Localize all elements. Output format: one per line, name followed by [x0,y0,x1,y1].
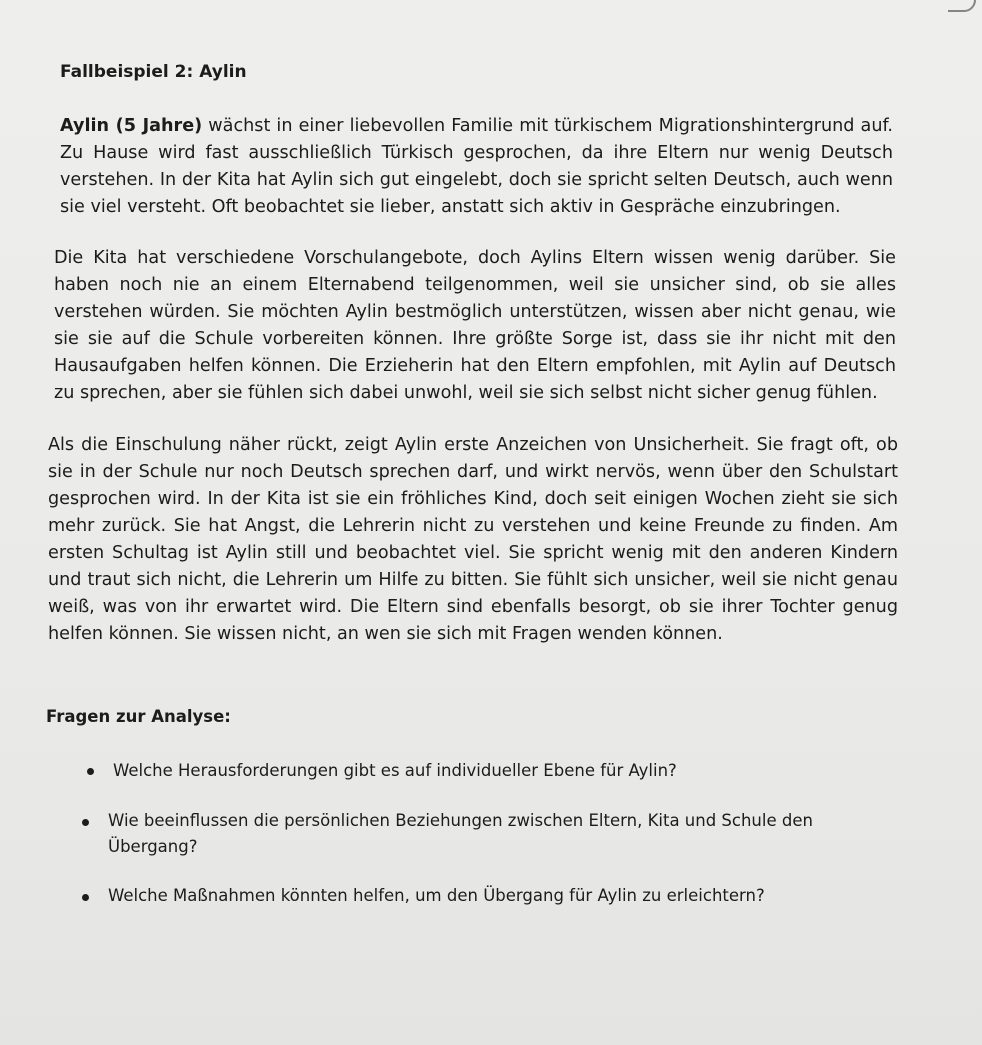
question-text: Wie beeinflussen die persönlichen Beziehungen zwischen Eltern, Kita und Schule den Übergang? [108,811,813,856]
paragraph-intro [60,113,893,221]
paragraph-school-start: Als die Einschulung näher rückt, zeigt Aylin erste Anzeichen von Unsicherheit. Sie fragt oft, ob sie in der Schule nur noch Deutsch sprechen darf, und wirkt nervös, wenn über den Schulstart gesprochen wird. In der Kita ist sie ein fröhliches Kind, doch seit einigen Wochen zieht sie sich mehr zurück. Sie hat Angst, die Lehrerin nicht zu verstehen und keine Freunde zu finden. Am ersten Schultag ist Aylin still und beobachtet viel. Sie spricht wenig mit den anderen Kindern und traut sich nicht, die Lehrerin um Hilfe zu bitten. Sie fühlt sich unsicher, weil sie nicht genau weiß, was von ihr erwartet wird. Die Eltern sind ebenfalls besorgt, ob sie ihrer Tochter genug helfen können. Sie wissen nicht, an wen sie sich mit Fragen wenden können. [48,435,898,644]
paragraph-intro-text: wächst in einer liebevollen Familie mit türkischem Migrationshintergrund auf. Zu Hause wird fast ausschließlich Türkisch gesprochen, da ihre Eltern nur wenig Deutsch verstehen. In der Kita hat Aylin sich gut eingelebt, doch sie spricht selten Deutsch, auch wenn sie viel versteht. Oft beobachtet sie lieber, anstatt sich aktiv in Gespräche einzubringen. [60,116,893,217]
paragraph-intro-lead: Aylin (5 Jahre) [60,116,203,136]
bullet-icon [82,894,89,901]
page-curl [948,0,976,12]
bullet-icon [87,768,94,775]
paragraph-kita: Die Kita hat verschiedene Vorschulangebote, doch Aylins Eltern wissen wenig darüber. Sie haben noch nie an einem Elternabend teilgenommen, weil sie unsicher sind, ob sie alles verstehen würden. Sie möchten Aylin bestmöglich unterstützen, wissen aber nicht genau, wie sie sie auf die Schule vorbereiten können. Ihre größte Sorge ist, dass sie ihr nicht mit den Hausaufgaben helfen können. Die Erzieherin hat den Eltern empfohlen, mit Aylin auf Deutsch zu sprechen, aber sie fühlen sich dabei unwohl, weil sie sich selbst nicht sicher genug fühlen. [54,248,896,403]
question-text: Welche Herausforderungen gibt es auf individueller Ebene für Aylin? [113,761,677,780]
bullet-icon [82,819,89,826]
document-title: Fallbeispiel 2: Aylin [60,62,247,82]
questions-heading: Fragen zur Analyse: [46,707,231,726]
question-text: Welche Maßnahmen könnten helfen, um den Übergang für Aylin zu erleichtern? [108,886,765,905]
